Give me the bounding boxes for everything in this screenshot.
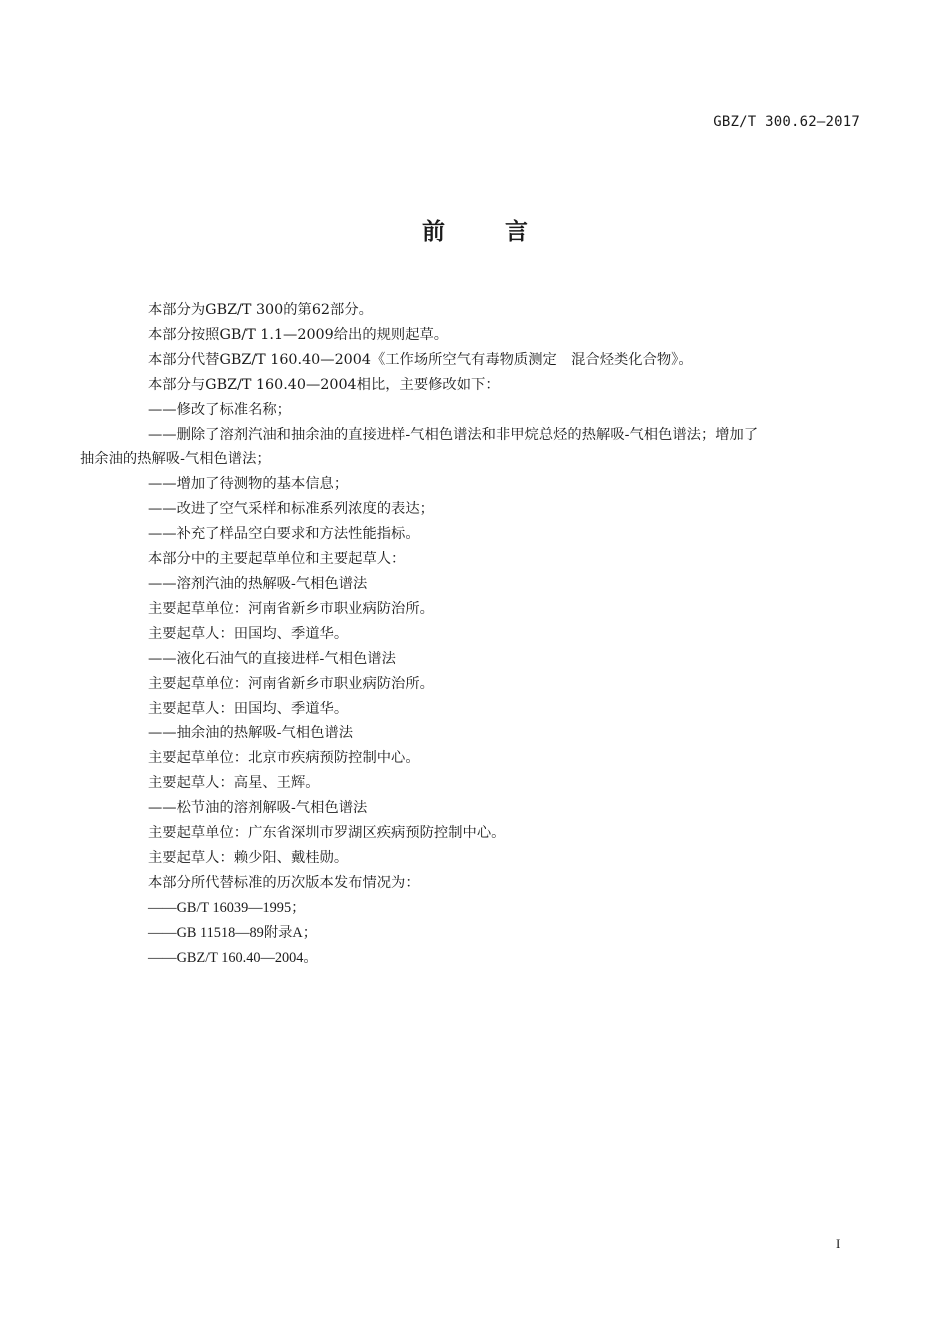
history-item: ——GBZ/T 160.40—2004。 bbox=[148, 949, 318, 966]
drafting-unit: 主要起草单位：河南省新乡市职业病防治所。 bbox=[148, 675, 434, 692]
change-item-line-1: ——删除了溶剂汽油和抽余油的直接进样-气相色谱法和非甲烷总烃的热解吸-气相色谱法；增加了 bbox=[148, 426, 759, 443]
drafting-unit: 主要起草单位：广东省深圳市罗湖区疾病预防控制中心。 bbox=[148, 825, 506, 842]
page-number: I bbox=[836, 1236, 841, 1251]
method-item: ——液化石油气的直接进样-气相色谱法 bbox=[148, 650, 396, 667]
change-item bbox=[80, 423, 864, 473]
change-item: ——改进了空气采样和标准系列浓度的表达； bbox=[148, 501, 434, 518]
foreword-body bbox=[80, 298, 864, 970]
change-item: ——修改了标准名称； bbox=[148, 401, 291, 418]
paragraph-drafting-rules: 本部分按照GB/T 1.1—2009给出的规则起草。 bbox=[148, 326, 449, 343]
paragraph-replaces: 本部分代替GBZ/T 160.40—2004《工作场所空气有毒物质测定 混合烃类化合物》。 bbox=[148, 351, 693, 368]
title-char-2: 言 bbox=[505, 219, 528, 245]
drafters: 主要起草人：田国均、季道华。 bbox=[148, 700, 349, 717]
standard-code-header: GBZ/T 300.62—2017 bbox=[713, 114, 860, 130]
drafters: 主要起草人：赖少阳、戴桂勋。 bbox=[148, 849, 349, 866]
method-item: ——松节油的溶剂解吸-气相色谱法 bbox=[148, 800, 368, 817]
paragraph-changes-intro: 本部分与GBZ/T 160.40—2004相比，主要修改如下： bbox=[148, 376, 500, 393]
drafting-unit: 主要起草单位：河南省新乡市职业病防治所。 bbox=[148, 600, 434, 617]
change-item: ——补充了样品空白要求和方法性能指标。 bbox=[148, 526, 420, 543]
change-item-line-2: 抽余油的热解吸-气相色谱法； bbox=[80, 451, 271, 468]
change-item: ——增加了待测物的基本信息； bbox=[148, 476, 349, 493]
page-title bbox=[0, 213, 950, 246]
paragraph-history-intro: 本部分所代替标准的历次版本发布情况为： bbox=[148, 874, 420, 891]
paragraph-drafters-intro: 本部分中的主要起草单位和主要起草人： bbox=[148, 551, 406, 568]
drafters: 主要起草人：高星、王辉。 bbox=[148, 775, 320, 792]
paragraph-part-number: 本部分为GBZ/T 300的第62部分。 bbox=[148, 302, 373, 318]
title-char-1: 前 bbox=[422, 219, 445, 245]
history-item: ——GB/T 16039—1995； bbox=[148, 899, 306, 916]
history-item: ——GB 11518—89附录A； bbox=[148, 924, 318, 941]
method-item: ——抽余油的热解吸-气相色谱法 bbox=[148, 725, 353, 742]
drafting-unit: 主要起草单位：北京市疾病预防控制中心。 bbox=[148, 750, 420, 767]
drafters: 主要起草人：田国均、季道华。 bbox=[148, 625, 349, 642]
method-item: ——溶剂汽油的热解吸-气相色谱法 bbox=[148, 575, 368, 592]
